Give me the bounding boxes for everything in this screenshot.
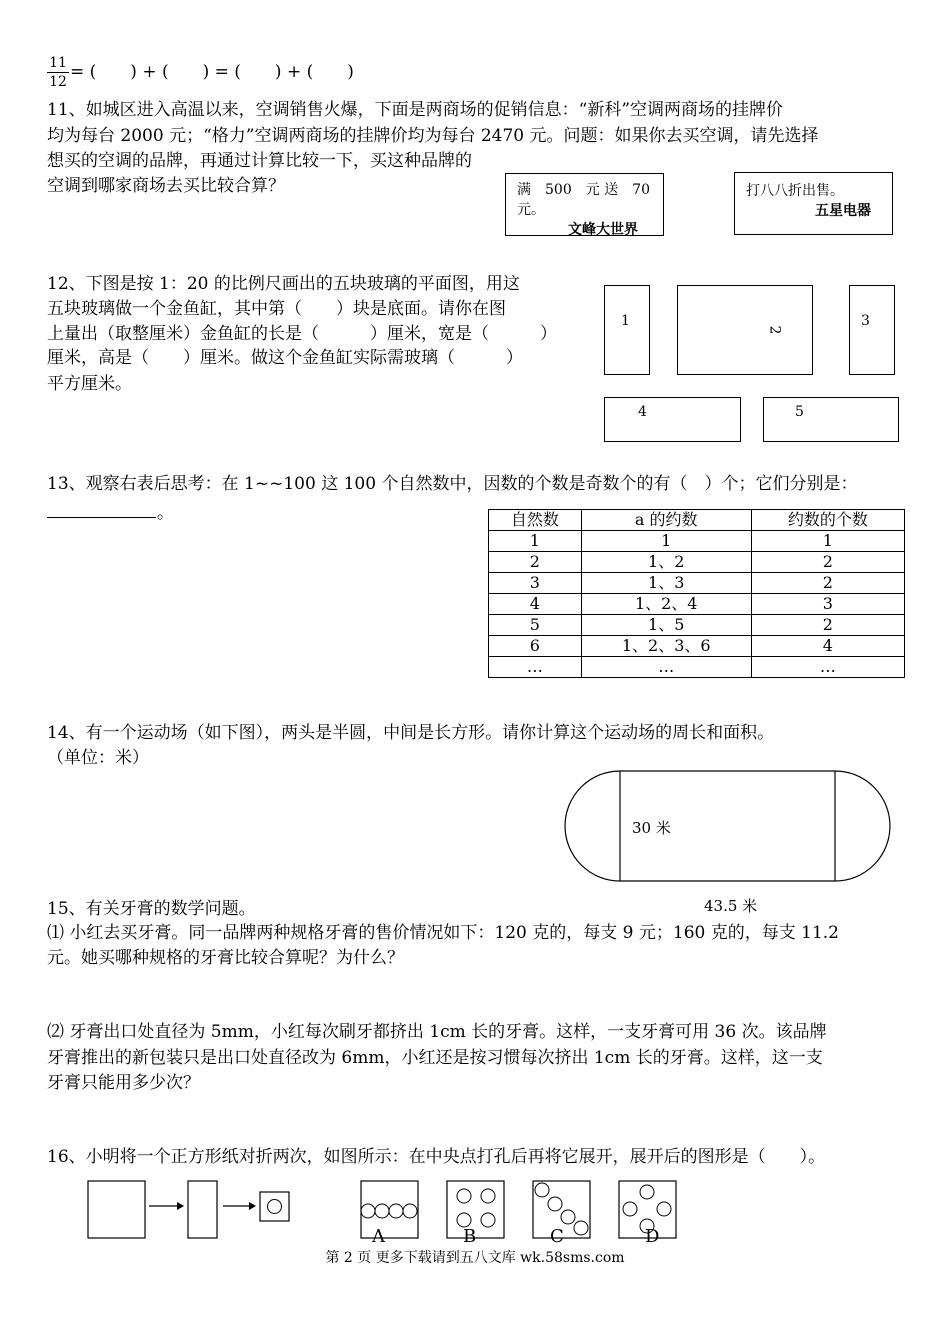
promo-box-wuxing	[734, 172, 893, 235]
option-b-hole	[481, 1189, 495, 1203]
store-wenfeng: 文峰大世界	[568, 222, 638, 238]
promo-wenfeng-line2: 元。	[517, 202, 545, 218]
option-b-hole	[457, 1189, 471, 1203]
q11-line-3: 想买的空调的品牌，再通过计算比较一下，买这种品牌的	[47, 151, 472, 171]
q11-line-4: 空调到哪家商场去买比较合算？	[47, 176, 285, 196]
table-cell: 4	[751, 636, 904, 657]
fraction-expression: = ( ) + ( ) = ( ) + ( )	[70, 62, 354, 82]
table-header-row	[489, 510, 905, 531]
promo-box-wenfeng	[505, 173, 664, 236]
q13-answer-blank	[47, 517, 156, 518]
fraction-11-12	[47, 54, 69, 91]
q13-line-2: 。	[157, 503, 174, 523]
table-cell: 3	[751, 594, 904, 615]
glass-label-2: 2	[766, 325, 783, 335]
q12-line-1: 12、下图是按 1：20 的比例尺画出的五块玻璃的平面图，用这	[47, 274, 520, 294]
q12-line-3: 上量出（取整厘米）金鱼缸的长是（ ）厘米，宽是（ ）	[47, 324, 557, 344]
table-cell: 2	[751, 615, 904, 636]
q12-line-5: 平方厘米。	[47, 374, 132, 394]
table-row	[489, 573, 905, 594]
glass-label-5: 5	[795, 404, 804, 420]
option-d-hole	[623, 1202, 637, 1216]
glass-label-3: 3	[861, 313, 870, 329]
promo-wuxing-line1: 打八八折出售。	[746, 183, 844, 199]
q14-line-1: 14、有一个运动场（如下图），两头是半圆，中间是长方形。请你计算这个运动场的周长和面积。	[47, 723, 775, 743]
q15-title: 15、有关牙膏的数学问题。	[47, 899, 256, 919]
promo-wenfeng-line1: 满 500 元 送 70	[517, 182, 650, 198]
table-cell: 1、2	[581, 552, 751, 573]
q15-p2-line-1: ⑵ 牙膏出口处直径为 5mm，小红每次刷牙都挤出 1cm 长的牙膏。这样，一支牙膏可用 36 次。该品牌	[47, 1022, 827, 1042]
option-b-hole	[481, 1213, 495, 1227]
table-cell: 1	[581, 531, 751, 552]
table-cell: 1、2、3、6	[581, 636, 751, 657]
glass-piece-4	[604, 397, 741, 442]
option-a-label[interactable]: A	[372, 1226, 385, 1247]
table-cell: 2	[489, 552, 582, 573]
glass-label-4: 4	[638, 404, 647, 420]
table-row	[489, 657, 905, 678]
q12-line-4: 厘米，高是（ ）厘米。做这个金鱼缸实际需玻璃（ ）	[47, 348, 523, 368]
table-row	[489, 552, 905, 573]
table-cell: 1	[751, 531, 904, 552]
option-c-hole	[574, 1221, 588, 1235]
q15-p2-line-2: 牙膏推出的新包装只是出口处直径改为 6mm，小红还是按习惯每次挤出 1cm 长的牙膏。这样，这一支	[47, 1048, 823, 1068]
stadium-width-label: 30 米	[632, 819, 671, 837]
glass-piece-2	[677, 285, 813, 375]
table-row	[489, 594, 905, 615]
option-b-hole	[457, 1213, 471, 1227]
option-d-label[interactable]: D	[645, 1226, 660, 1247]
table-header: 自然数	[489, 510, 582, 531]
option-a-hole	[375, 1204, 389, 1218]
table-cell: 2	[751, 573, 904, 594]
table-cell: 6	[489, 636, 582, 657]
stadium-length-label: 43.5 米	[704, 897, 758, 915]
fraction-denominator: 12	[49, 74, 67, 90]
punch-hole	[268, 1200, 282, 1214]
q11-line-1: 11、如城区进入高温以来，空调销售火爆，下面是两商场的促销信息：“新科”空调两商场的挂牌价	[47, 100, 784, 120]
table-cell: 1、5	[581, 615, 751, 636]
arrow-1-head	[177, 1202, 184, 1210]
q15-p1-line-1: ⑴ 小红去买牙膏。同一品牌两种规格牙膏的售价情况如下：120 克的，每支 9 元；160 克的，每支 11.2	[47, 923, 839, 943]
option-c-label[interactable]: C	[550, 1226, 564, 1247]
option-c-hole	[535, 1183, 549, 1197]
table-row	[489, 615, 905, 636]
table-cell: 1	[489, 531, 582, 552]
fraction-numerator: 11	[47, 54, 69, 73]
stadium-outline	[565, 771, 890, 881]
option-a-hole	[361, 1204, 375, 1218]
table-cell: 4	[489, 594, 582, 615]
q11-line-2: 均为每台 2000 元；“格力”空调两商场的挂牌价均为每台 2470 元。问题：如果你去买空调，请先选择	[47, 126, 819, 146]
glass-piece-1	[604, 285, 650, 375]
square-paper	[88, 1181, 145, 1238]
glass-piece-5	[763, 397, 899, 442]
folding-diagram	[85, 1178, 685, 1248]
table-cell: 3	[489, 573, 582, 594]
q16-line: 16、小明将一个正方形纸对折两次，如图所示：在中央点打孔后再将它展开，展开后的图形是（ ）。	[47, 1147, 826, 1167]
divisor-table	[488, 509, 905, 678]
q15-p2-line-3: 牙膏只能用多少次？	[47, 1073, 200, 1093]
option-b-label[interactable]: B	[463, 1226, 477, 1247]
arrow-2-head	[249, 1202, 256, 1210]
table-header: a 的约数	[581, 510, 751, 531]
table-cell: 2	[751, 552, 904, 573]
option-a-hole	[403, 1204, 417, 1218]
table-cell: 1、2、4	[581, 594, 751, 615]
option-c-hole	[548, 1197, 562, 1211]
page-footer: 第 2 页 更多下载请到五八文库 wk.58sms.com	[325, 1250, 625, 1266]
glass-piece-3	[849, 285, 895, 375]
folded-once	[188, 1181, 217, 1238]
option-d-hole	[640, 1185, 654, 1199]
q13-line-1: 13、观察右表后思考：在 1~~100 这 100 个自然数中，因数的个数是奇数个的有（ ）个；它们分别是：	[47, 474, 858, 494]
folded-twice	[260, 1192, 289, 1221]
table-cell: 1、3	[581, 573, 751, 594]
table-cell: 5	[489, 615, 582, 636]
table-cell: …	[581, 657, 751, 678]
q14-line-2: （单位：米）	[47, 748, 149, 768]
stadium-diagram	[558, 765, 908, 887]
table-cell: …	[489, 657, 582, 678]
table-row	[489, 531, 905, 552]
option-d-hole	[657, 1202, 671, 1216]
q15-p1-line-2: 元。她买哪种规格的牙膏比较合算呢？为什么？	[47, 948, 404, 968]
glass-label-1: 1	[621, 313, 630, 329]
table-row	[489, 636, 905, 657]
table-cell: …	[751, 657, 904, 678]
store-wuxing: 五星电器	[815, 203, 871, 219]
option-a-hole	[389, 1204, 403, 1218]
option-c-hole	[561, 1210, 575, 1224]
table-header: 约数的个数	[751, 510, 904, 531]
q12-line-2: 五块玻璃做一个金鱼缸，其中第（ ）块是底面。请你在图	[47, 299, 506, 319]
